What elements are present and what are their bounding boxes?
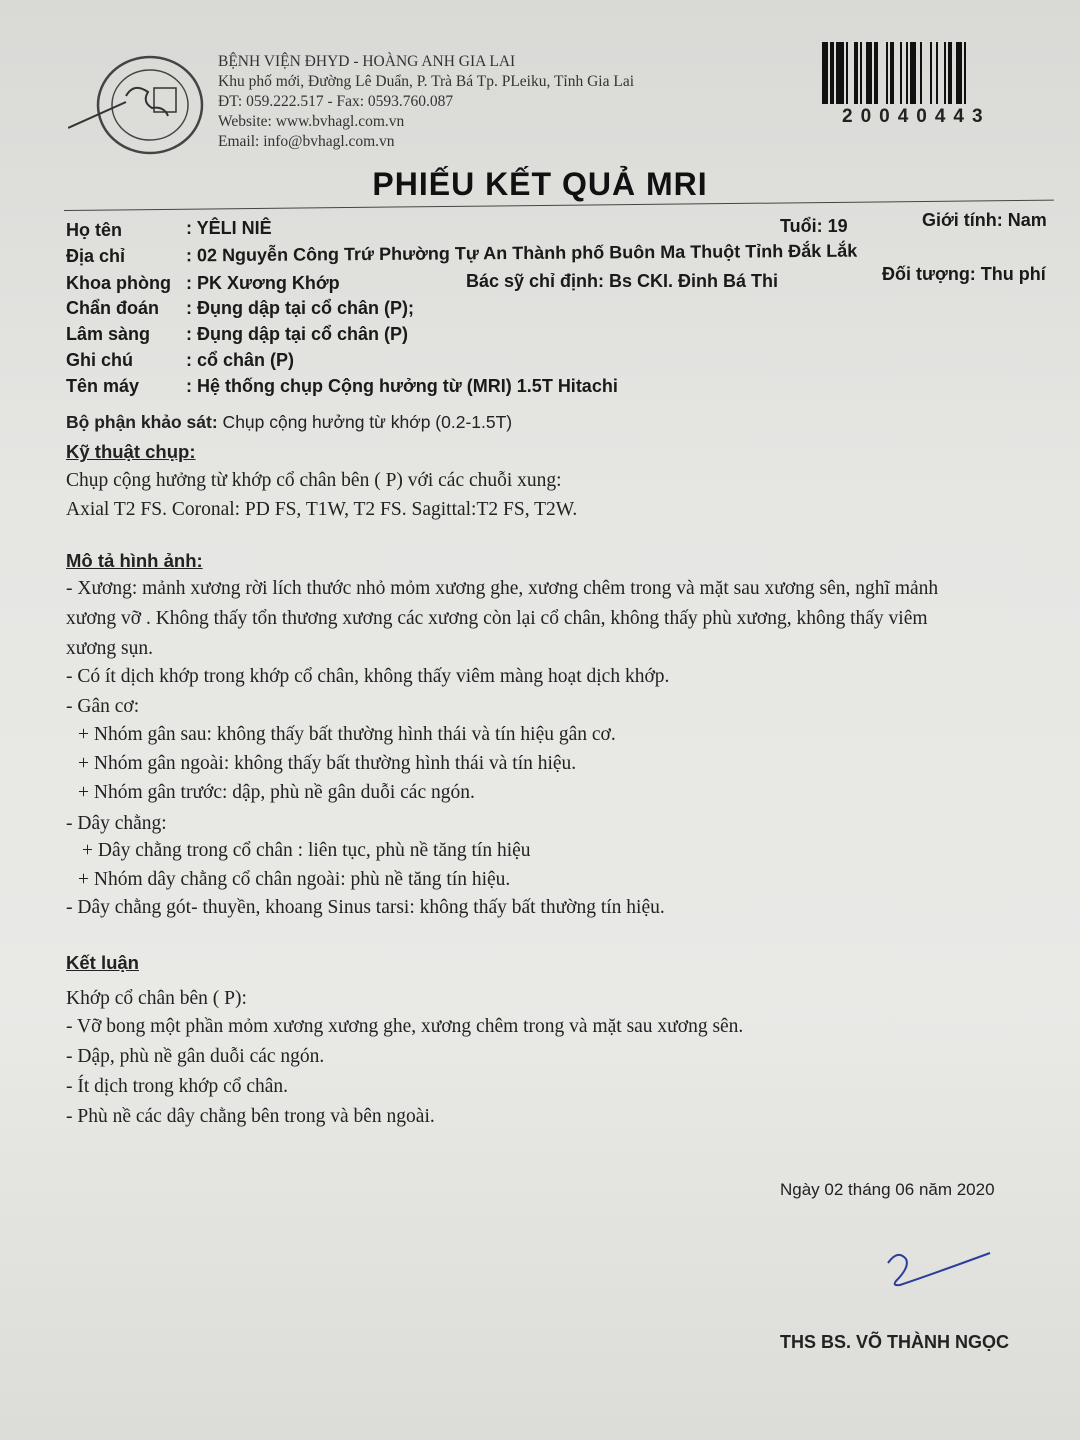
report-date: Ngày 02 tháng 06 năm 2020 xyxy=(780,1180,995,1199)
barcode-bar xyxy=(890,42,894,104)
barcode-bar xyxy=(936,42,938,104)
doctor-assigned: Bác sỹ chỉ định: Bs CKI. Đinh Bá Thi xyxy=(466,271,779,291)
barcode-number: 20040443 xyxy=(842,106,991,127)
clinical-label: Lâm sàng xyxy=(66,324,151,344)
hospital-logo-icon xyxy=(68,52,208,158)
barcode-bar xyxy=(944,42,946,104)
barcode-bar xyxy=(886,42,888,104)
patient-name: : YÊLI NIÊ xyxy=(186,218,272,238)
barcode-bar xyxy=(920,42,922,104)
conclusion-line: - Dập, phù nề gân duỗi các ngón. xyxy=(66,1046,325,1067)
description-line: - Dây chằng: xyxy=(66,813,167,834)
description-heading: Mô tả hình ảnh: xyxy=(66,550,203,571)
description-line: - Xương: mảnh xương rời lích thước nhỏ mỏm xương ghe, xương chêm trong và mặt sau xương sên, nghĩ mảnh xyxy=(66,578,939,599)
description-line: xương sụn. xyxy=(66,638,153,659)
exam-part xyxy=(66,412,512,433)
barcode-icon xyxy=(820,42,1010,104)
exam-part-label: Bộ phận khảo sát: xyxy=(66,412,218,432)
address-label: Địa chỉ xyxy=(66,246,126,266)
description-line: - Gân cơ: xyxy=(66,696,140,717)
barcode-bar xyxy=(830,42,834,104)
hospital-website: Website: www.bvhagl.com.vn xyxy=(218,113,405,130)
diagnosis-label: Chẩn đoán xyxy=(66,298,159,318)
description-line: - Có ít dịch khớp trong khớp cổ chân, không thấy viêm màng hoạt dịch khớp. xyxy=(66,666,670,687)
description-line: + Nhóm gân trước: dập, phù nề gân duỗi các ngón. xyxy=(78,782,475,803)
hospital-name: BỆNH VIỆN ĐHYD - HOÀNG ANH GIA LAI xyxy=(218,53,516,70)
technique-heading: Kỹ thuật chụp: xyxy=(66,441,196,462)
barcode-bar xyxy=(910,42,916,104)
description-line: + Dây chằng trong cổ chân : liên tục, phù nề tăng tín hiệu xyxy=(82,840,531,861)
patient-payer: Đối tượng: Thu phí xyxy=(882,264,1046,284)
barcode-bar xyxy=(874,42,878,104)
conclusion-heading: Kết luận xyxy=(66,952,139,973)
patient-dept: : PK Xương Khớp xyxy=(186,273,340,293)
exam-part-value: Chụp cộng hưởng từ khớp (0.2-1.5T) xyxy=(217,412,513,432)
description-line: + Nhóm gân ngoài: không thấy bất thường hình thái và tín hiệu. xyxy=(78,753,577,774)
barcode-bar xyxy=(930,42,932,104)
barcode-bar xyxy=(860,42,862,104)
hospital-address: Khu phố mới, Đường Lê Duẩn, P. Trà Bá Tp. PLeiku, Tỉnh Gia Lai xyxy=(218,73,635,90)
barcode-bar xyxy=(866,42,872,104)
technique-line: Axial T2 FS. Coronal: PD FS, T1W, T2 FS. Sagittal:T2 FS, T2W. xyxy=(66,499,578,520)
patient-diagnosis: : Đụng dập tại cổ chân (P); xyxy=(186,298,414,318)
signature-icon xyxy=(880,1245,995,1295)
barcode-bar xyxy=(846,42,848,104)
patient-machine: : Hệ thống chụp Cộng hưởng từ (MRI) 1.5T Hitachi xyxy=(186,376,618,396)
patient-gender: Giới tính: Nam xyxy=(922,210,1047,230)
doctor-name: THS BS. VÕ THÀNH NGỌC xyxy=(780,1332,1010,1352)
conclusion-line: - Phù nề các dây chằng bên trong và bên ngoài. xyxy=(66,1106,435,1127)
patient-age: Tuổi: 19 xyxy=(780,216,848,236)
description-line: + Nhóm dây chằng cổ chân ngoài: phù nề tăng tín hiệu. xyxy=(78,869,511,890)
hospital-info xyxy=(218,52,634,152)
barcode-bar xyxy=(822,42,828,104)
barcode-bar xyxy=(906,42,908,104)
barcode-bar xyxy=(948,42,952,104)
page-title: PHIẾU KẾT QUẢ MRI xyxy=(372,166,708,202)
description-line: - Dây chằng gót- thuyền, khoang Sinus tarsi: không thấy bất thường tín hiệu. xyxy=(66,897,665,918)
barcode-bar xyxy=(854,42,858,104)
conclusion-line: Khớp cổ chân bên ( P): xyxy=(66,988,247,1009)
hospital-phone: ĐT: 059.222.517 - Fax: 0593.760.087 xyxy=(218,93,454,110)
description-line: xương vỡ . Không thấy tổn thương xương các xương còn lại cổ chân, không thấy phù xương, không thấy viêm xyxy=(66,608,928,629)
name-label: Họ tên xyxy=(66,220,122,240)
conclusion-line: - Ít dịch trong khớp cổ chân. xyxy=(66,1076,289,1097)
patient-clinical: : Đụng dập tại cổ chân (P) xyxy=(186,324,409,344)
barcode-bar xyxy=(900,42,902,104)
hospital-email: Email: info@bvhagl.com.vn xyxy=(218,133,395,150)
patient-note: : cổ chân (P) xyxy=(186,350,295,370)
patient-address: : 02 Nguyễn Công Trứ Phường Tự An Thành phố Buôn Ma Thuột Tỉnh Đắk Lắk xyxy=(185,240,858,266)
technique-line: Chụp cộng hưởng từ khớp cổ chân bên ( P) với các chuỗi xung: xyxy=(66,470,562,491)
barcode-bar xyxy=(836,42,844,104)
dept-label: Khoa phòng xyxy=(66,273,171,293)
barcode-bar xyxy=(956,42,962,104)
description-line: + Nhóm gân sau: không thấy bất thường hình thái và tín hiệu gân cơ. xyxy=(78,724,616,745)
machine-label: Tên máy xyxy=(66,376,140,396)
note-label: Ghi chú xyxy=(66,350,133,370)
conclusion-line: - Vỡ bong một phần mỏm xương xương ghe, xương chêm trong và mặt sau xương sên. xyxy=(66,1016,744,1037)
barcode-bar xyxy=(964,42,966,104)
